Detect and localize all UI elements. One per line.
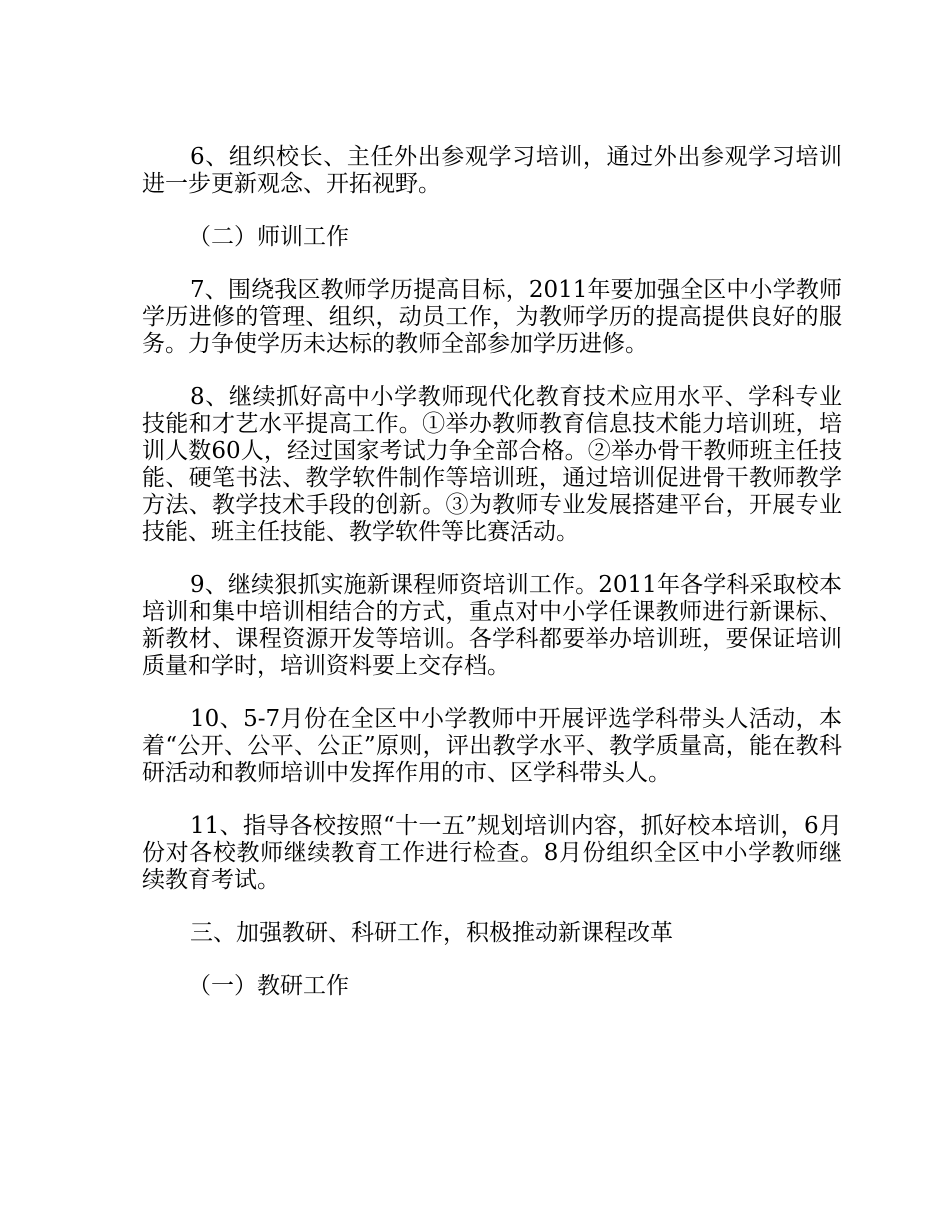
document-body [142, 144, 842, 1026]
subheading-teaching-research: （一）教研工作 [188, 973, 349, 999]
paragraph-9: 9、继续狠抓实施新课程师资培训工作。2011年各学科采取校本培训和集中培训相结合的方式，重点对中小学任课教师进行新课标、新教材、课程资源开发等培训。各学科都要举办培训班，要保证培训质量和学时，培训资料要上交存档。 [142, 572, 842, 679]
paragraph-11: 11、指导各校按照“十一五”规划培训内容，抓好校本培训，6月份对各校教师继续教育工作进行检查。8月份组织全区中小学教师继续教育考试。 [142, 813, 842, 893]
paragraph-10: 10、5-7月份在全区中小学教师中开展评选学科带头人活动，本着“公开、公平、公正”原则，评出教学水平、教学质量高，能在教科研活动和教师培训中发挥作用的市、区学科带头人。 [142, 706, 842, 786]
paragraph-6: 6、组织校长、主任外出参观学习培训，通过外出参观学习培训进一步更新观念、开拓视野。 [142, 144, 842, 197]
subheading-teacher-training: （二）师训工作 [188, 224, 349, 250]
section-heading-3: 三、加强教研、科研工作，积极推动新课程改革 [190, 920, 673, 946]
paragraph-8: 8、继续抓好高中小学教师现代化教育技术应用水平、学科专业技能和才艺水平提高工作。①举办教师教育信息技术能力培训班，培训人数60人，经过国家考试力争全部合格。②举办骨干教师班主任技能、硬笔书法、教学软件制作等培训班，通过培训促进骨干教师教学方法、教学技术手段的创新。③为教师专业发展搭建平台，开展专业技能、班主任技能、教学软件等比赛活动。 [142, 384, 842, 545]
paragraph-7: 7、围绕我区教师学历提高目标，2011年要加强全区中小学教师学历进修的管理、组织，动员工作，为教师学历的提高提供良好的服务。力争使学历未达标的教师全部参加学历进修。 [142, 277, 842, 357]
